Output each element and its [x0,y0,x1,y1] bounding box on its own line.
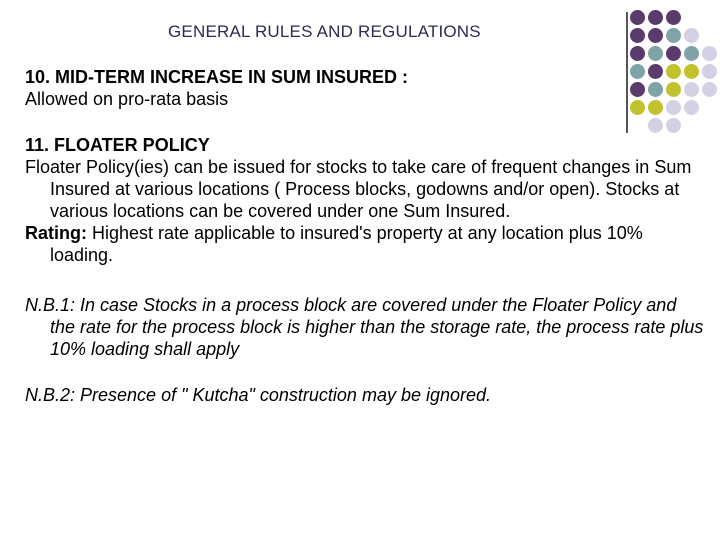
decor-dot [648,28,663,43]
decor-dot [684,46,699,61]
section-10-text: Allowed on pro-rata basis [25,89,229,109]
decor-dot [666,28,681,43]
nb2-note: N.B.2: Presence of " Kutcha" construction may be ignored. [25,385,492,405]
slide-title: GENERAL RULES AND REGULATIONS [168,22,481,41]
decor-dot [666,10,681,25]
decor-dot [648,46,663,61]
decor-dot [630,28,645,43]
rating-text: Highest rate applicable to insured's property at any location plus 10% loading. [50,223,643,265]
section-10-heading: 10. MID-TERM INCREASE IN SUM INSURED : [25,67,409,87]
section-11-heading: 11. FLOATER POLICY [25,135,210,155]
decor-dot [684,28,699,43]
decor-dot [648,10,663,25]
section-11-text: Floater Policy(ies) can be issued for stocks to take care of frequent changes in Sum Insured at various locations ( Process blocks, godowns and/or open). Stocks at various locations can be covered under one Sum Insured. [25,157,692,221]
rating-label: Rating: [25,223,87,243]
slide-body [25,66,705,406]
decor-dot [630,10,645,25]
decor-dot [630,46,645,61]
rating-paragraph [25,222,705,266]
nb1-note: N.B.1: In case Stocks in a process block are covered under the Floater Policy and the rate for the process block is higher than the storage rate, the process rate plus 10% loading shall apply [25,295,704,359]
decor-dot [666,46,681,61]
decor-dot [702,46,717,61]
